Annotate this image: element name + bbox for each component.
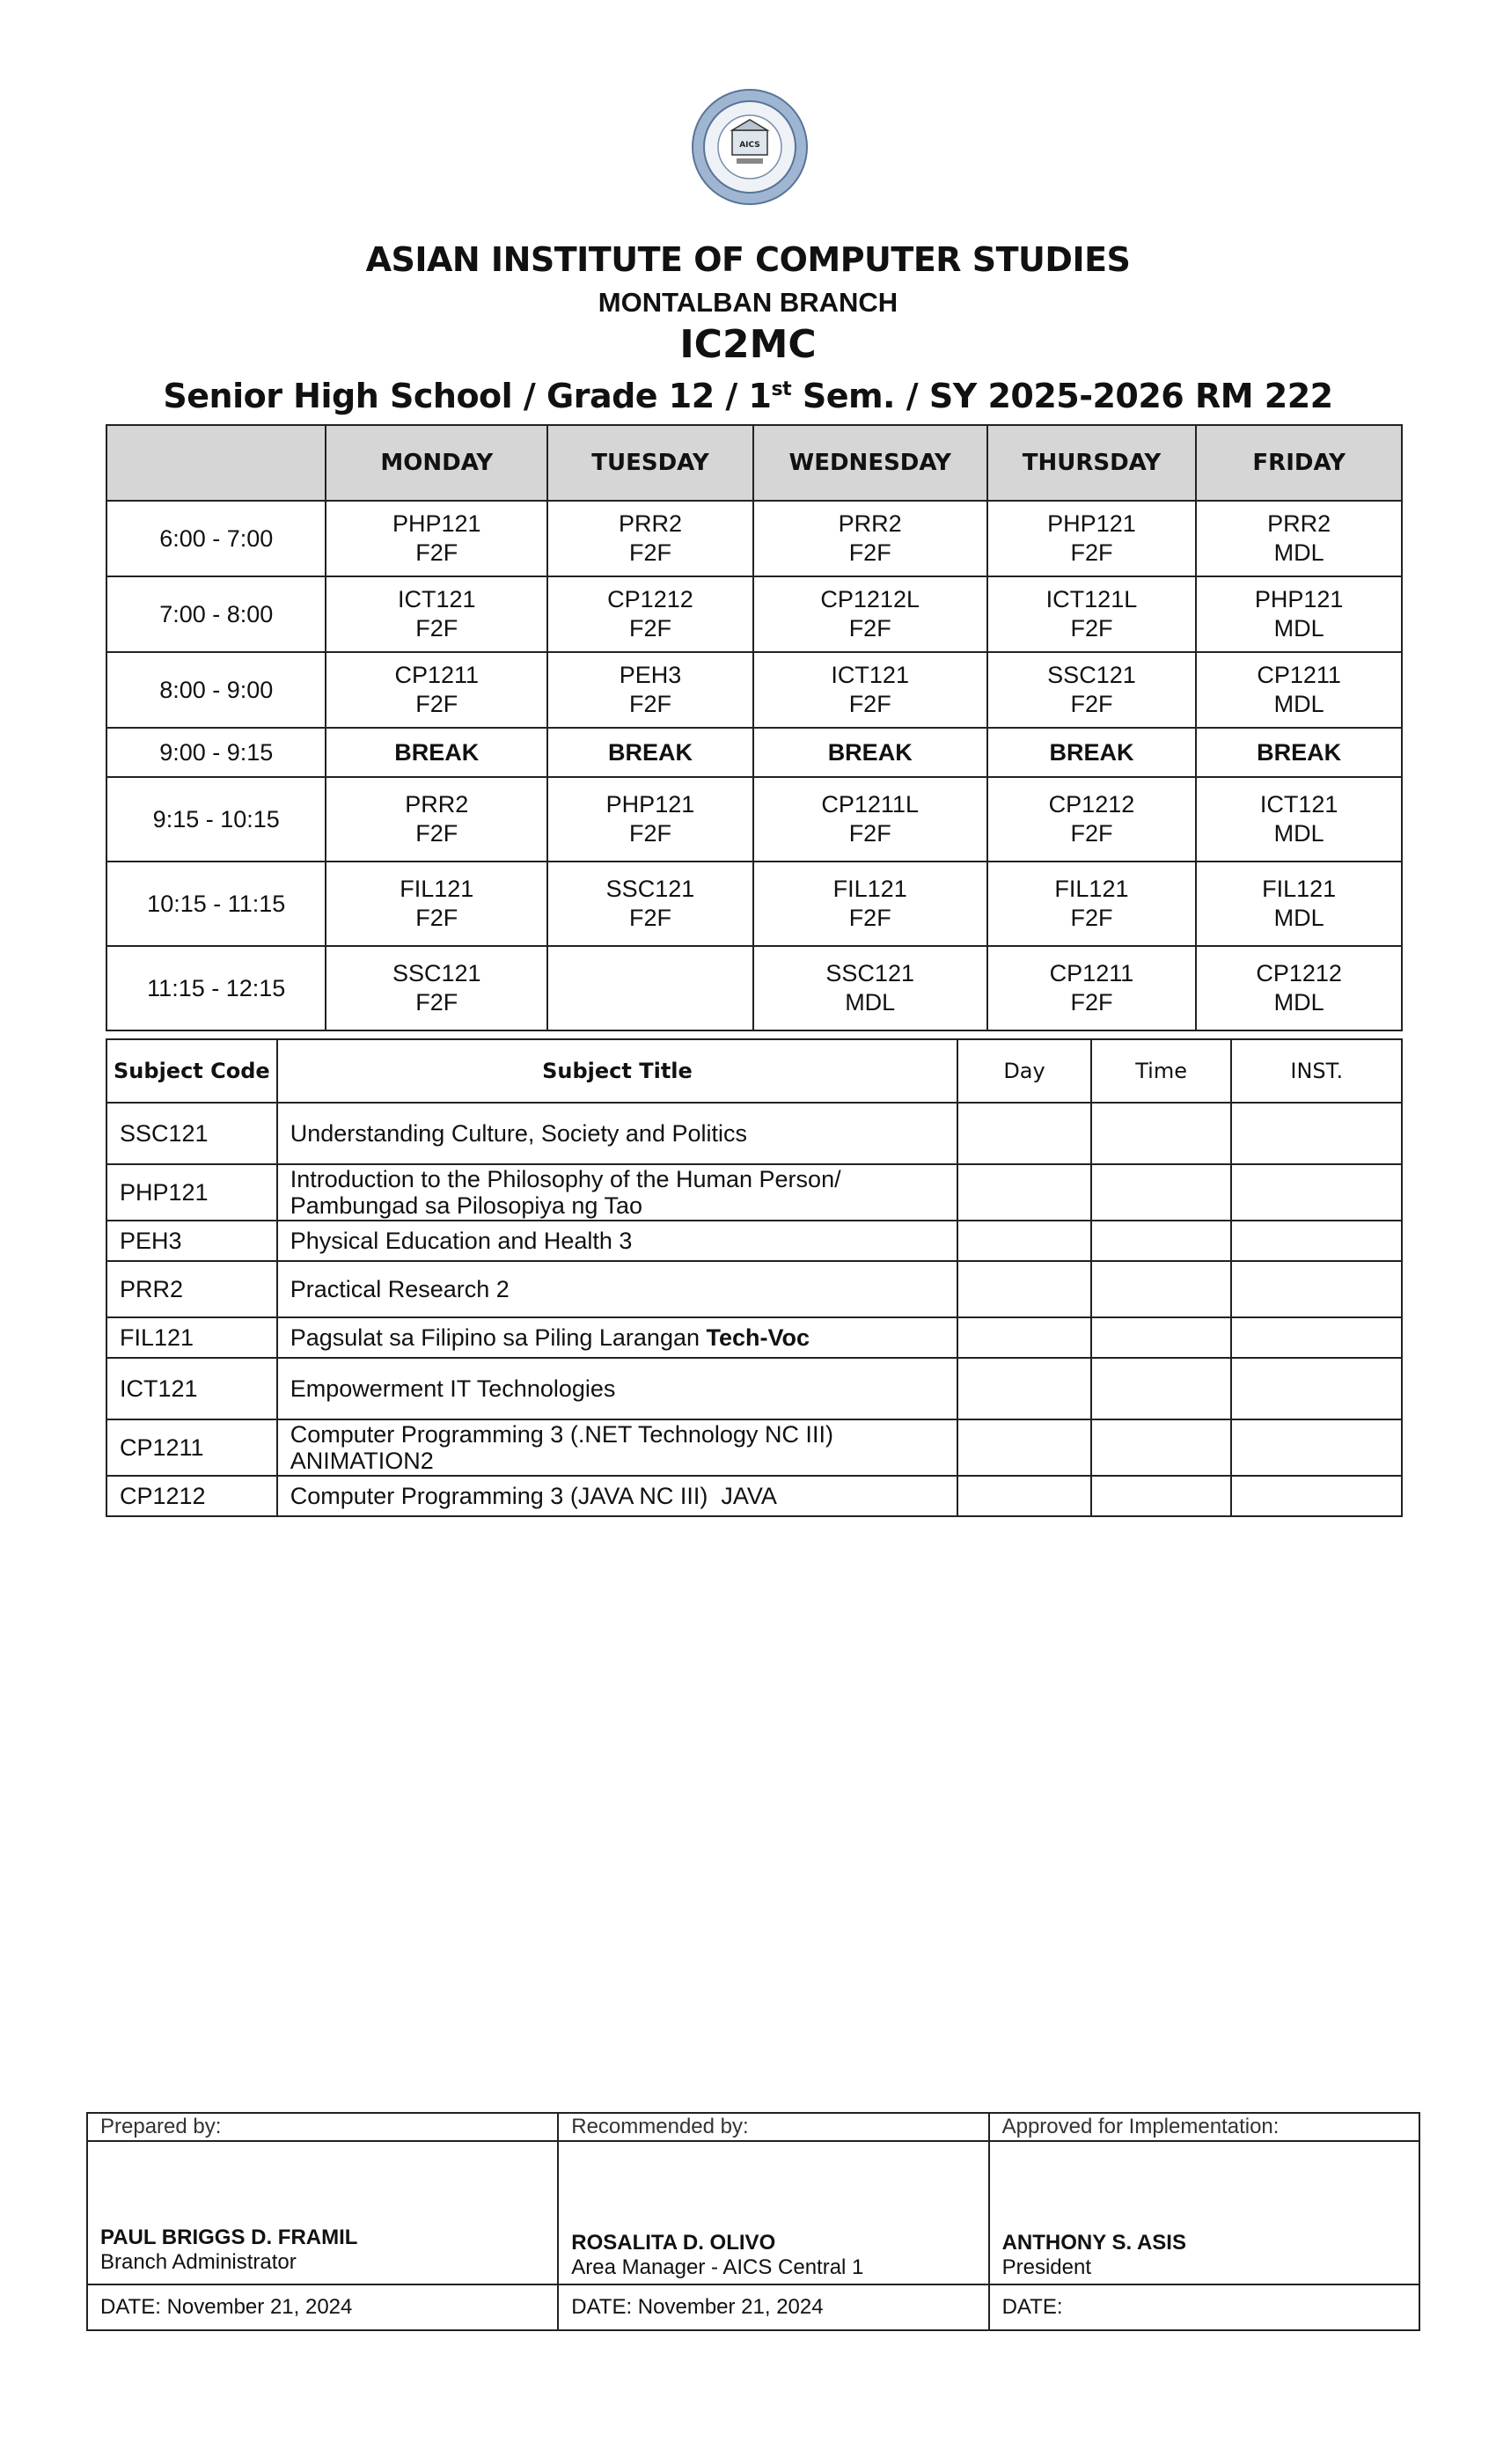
day-cell bbox=[957, 1358, 1091, 1419]
subject-code: CP1212 bbox=[1048, 791, 1135, 818]
time-slot: 11:15 - 12:15 bbox=[106, 946, 326, 1030]
schedule-cell bbox=[1196, 576, 1402, 652]
subject-code: CP1212L bbox=[820, 586, 920, 612]
approved-date: DATE: bbox=[989, 2284, 1419, 2330]
subject-code: ICT121 bbox=[831, 662, 909, 688]
schedule-cell bbox=[326, 501, 547, 576]
instructor-header: INST. bbox=[1231, 1039, 1402, 1103]
approved-by-label: Approved for Implementation: bbox=[989, 2113, 1419, 2141]
subject-code: PRR2 bbox=[405, 791, 469, 818]
subject-code: FIL121 bbox=[106, 1317, 277, 1358]
day-cell bbox=[957, 1317, 1091, 1358]
delivery-mode: F2F bbox=[1070, 905, 1113, 931]
subject-code: PEH3 bbox=[106, 1221, 277, 1261]
subject-title-line: Empowerment IT Technologies bbox=[290, 1375, 616, 1402]
subject-code: PRR2 bbox=[838, 510, 902, 537]
schedule-cell bbox=[987, 862, 1197, 946]
schedule-cell bbox=[547, 946, 753, 1030]
subject-code: BREAK bbox=[827, 738, 913, 766]
delivery-mode: F2F bbox=[848, 615, 891, 642]
subject-title bbox=[277, 1261, 958, 1317]
schedule-row bbox=[106, 576, 1402, 652]
signatory-role: Branch Administrator bbox=[100, 2250, 297, 2274]
instructor-cell bbox=[1231, 1476, 1402, 1516]
institution-name: ASIAN INSTITUTE OF COMPUTER STUDIES bbox=[365, 240, 1131, 279]
schedule-cell bbox=[326, 946, 547, 1030]
subject-code: ICT121 bbox=[1259, 791, 1338, 818]
schedule-cell bbox=[1196, 777, 1402, 862]
subject-title bbox=[277, 1103, 958, 1164]
subject-row bbox=[106, 1358, 1402, 1419]
schedule-row bbox=[106, 501, 1402, 576]
schedule-row bbox=[106, 946, 1402, 1030]
prepared-by-label: Prepared by: bbox=[87, 2113, 558, 2141]
schedule-cell bbox=[753, 862, 987, 946]
schedule-cell bbox=[753, 946, 987, 1030]
schedule-cell bbox=[547, 862, 753, 946]
approved-by-signatory bbox=[989, 2141, 1419, 2284]
delivery-mode: F2F bbox=[1070, 820, 1113, 847]
time-cell bbox=[1091, 1419, 1232, 1476]
delivery-mode: F2F bbox=[1070, 615, 1113, 642]
subject-code: FIL121 bbox=[832, 876, 907, 902]
schedule-cell bbox=[987, 946, 1197, 1030]
subject-title-line: Computer Programming 3 (.NET Technology NC III) bbox=[290, 1421, 833, 1448]
day-cell bbox=[957, 1419, 1091, 1476]
delivery-mode: F2F bbox=[628, 691, 671, 717]
delivery-mode: F2F bbox=[628, 539, 671, 566]
delivery-mode: F2F bbox=[415, 615, 458, 642]
time-slot: 7:00 - 8:00 bbox=[106, 576, 326, 652]
subject-code: CP1212 bbox=[607, 586, 693, 612]
delivery-mode: F2F bbox=[848, 905, 891, 931]
delivery-mode: F2F bbox=[415, 989, 458, 1016]
signatory-role: President bbox=[1001, 2255, 1091, 2279]
signature-table bbox=[86, 2112, 1420, 2331]
instructor-cell bbox=[1231, 1164, 1402, 1221]
subject-title-line: Practical Research 2 bbox=[290, 1276, 510, 1302]
schedule-cell bbox=[753, 501, 987, 576]
subject-code: SSC121 bbox=[1047, 662, 1136, 688]
schedule-cell bbox=[547, 777, 753, 862]
delivery-mode: MDL bbox=[1273, 691, 1324, 717]
subject-code: CP1211L bbox=[821, 791, 919, 818]
schedule-row bbox=[106, 652, 1402, 728]
time-slot: 8:00 - 9:00 bbox=[106, 652, 326, 728]
schedule-cell bbox=[547, 728, 753, 777]
schedule-cell bbox=[987, 777, 1197, 862]
day-cell bbox=[957, 1103, 1091, 1164]
subject-code: PHP121 bbox=[106, 1164, 277, 1221]
subject-row bbox=[106, 1103, 1402, 1164]
delivery-mode: F2F bbox=[1070, 539, 1113, 566]
delivery-mode: F2F bbox=[628, 905, 671, 931]
subject-code: PRR2 bbox=[106, 1261, 277, 1317]
day-header: THURSDAY bbox=[987, 425, 1197, 501]
day-cell bbox=[957, 1476, 1091, 1516]
subject-title-header: Subject Title bbox=[277, 1039, 958, 1103]
time-slot: 9:15 - 10:15 bbox=[106, 777, 326, 862]
schedule-cell bbox=[987, 576, 1197, 652]
subject-title-line: Introduction to the Philosophy of the Human Person/ bbox=[290, 1166, 841, 1192]
subject-title-line: Computer Programming 3 (JAVA NC III) JAVA bbox=[290, 1483, 777, 1509]
subject-code: CP1211 bbox=[1257, 662, 1341, 688]
instructor-cell bbox=[1231, 1419, 1402, 1476]
subjects-header-row bbox=[106, 1039, 1402, 1103]
recommended-by-label: Recommended by: bbox=[558, 2113, 988, 2141]
subject-title-line: Understanding Culture, Society and Politics bbox=[290, 1120, 747, 1147]
subject-code: PEH3 bbox=[619, 662, 682, 688]
day-cell bbox=[957, 1164, 1091, 1221]
schedule-header-row bbox=[106, 425, 1402, 501]
subject-title bbox=[277, 1476, 958, 1516]
delivery-mode: F2F bbox=[1070, 989, 1113, 1016]
instructor-cell bbox=[1231, 1317, 1402, 1358]
prepared-by-signatory bbox=[87, 2141, 558, 2284]
subject-code: PHP121 bbox=[1254, 586, 1344, 612]
subject-code: BREAK bbox=[607, 738, 693, 766]
schedule-cell bbox=[1196, 862, 1402, 946]
schedule-cell bbox=[547, 501, 753, 576]
subject-code: FIL121 bbox=[1262, 876, 1337, 902]
subject-title bbox=[277, 1419, 958, 1476]
time-cell bbox=[1091, 1221, 1232, 1261]
delivery-mode: F2F bbox=[848, 539, 891, 566]
delivery-mode: F2F bbox=[628, 820, 671, 847]
schedule-cell bbox=[326, 777, 547, 862]
subject-code: PRR2 bbox=[618, 510, 682, 537]
instructor-cell bbox=[1231, 1103, 1402, 1164]
delivery-mode: MDL bbox=[1273, 539, 1324, 566]
delivery-mode: F2F bbox=[415, 820, 458, 847]
delivery-mode: MDL bbox=[1273, 615, 1324, 642]
day-header: TUESDAY bbox=[547, 425, 753, 501]
subject-row bbox=[106, 1419, 1402, 1476]
day-cell bbox=[957, 1261, 1091, 1317]
subject-row bbox=[106, 1317, 1402, 1358]
subject-code-header: Subject Code bbox=[106, 1039, 277, 1103]
subject-code: ICT121 bbox=[398, 586, 476, 612]
schedule-cell bbox=[547, 576, 753, 652]
subject-code: ICT121 bbox=[106, 1358, 277, 1419]
schedule-row bbox=[106, 777, 1402, 862]
day-header: WEDNESDAY bbox=[753, 425, 987, 501]
schedule-cell bbox=[1196, 501, 1402, 576]
subject-code: SSC121 bbox=[825, 960, 914, 986]
signatory-name: PAUL BRIGGS D. FRAMIL bbox=[100, 2226, 358, 2249]
delivery-mode: MDL bbox=[845, 989, 896, 1016]
signature-label-row bbox=[87, 2113, 1419, 2141]
subject-code: BREAK bbox=[394, 738, 480, 766]
delivery-mode: F2F bbox=[415, 905, 458, 931]
subject-title-line: Pagsulat sa Filipino sa Piling Larangan bbox=[290, 1324, 707, 1351]
subject-code: BREAK bbox=[1049, 738, 1134, 766]
subjects-table bbox=[106, 1038, 1403, 1517]
signatory-name: ROSALITA D. OLIVO bbox=[571, 2231, 776, 2255]
subject-code: CP1212 bbox=[106, 1476, 277, 1516]
delivery-mode: MDL bbox=[1273, 820, 1324, 847]
subject-code: SSC121 bbox=[106, 1103, 277, 1164]
time-slot: 9:00 - 9:15 bbox=[106, 728, 326, 777]
subject-code: CP1211 bbox=[106, 1419, 277, 1476]
schedule-cell bbox=[753, 777, 987, 862]
time-cell bbox=[1091, 1317, 1232, 1358]
signatory-role: Area Manager - AICS Central 1 bbox=[571, 2255, 864, 2279]
schedule-cell bbox=[326, 728, 547, 777]
schedule-cell bbox=[753, 576, 987, 652]
schedule-cell bbox=[987, 728, 1197, 777]
prepared-date: DATE: November 21, 2024 bbox=[87, 2284, 558, 2330]
schedule-cell bbox=[1196, 946, 1402, 1030]
subject-code: FIL121 bbox=[1054, 876, 1129, 902]
subject-code: FIL121 bbox=[400, 876, 474, 902]
subject-code: CP1211 bbox=[394, 662, 480, 688]
schedule-cell bbox=[1196, 652, 1402, 728]
day-header: FRIDAY bbox=[1196, 425, 1402, 501]
subject-code: SSC121 bbox=[605, 876, 695, 902]
instructor-cell bbox=[1231, 1221, 1402, 1261]
subject-code: PHP121 bbox=[605, 791, 695, 818]
subject-code: BREAK bbox=[1257, 738, 1342, 766]
schedule-cell bbox=[1196, 728, 1402, 777]
schedule-cell bbox=[326, 652, 547, 728]
subject-code: CP1212 bbox=[1256, 960, 1342, 986]
time-header: Time bbox=[1091, 1039, 1232, 1103]
signature-date-row bbox=[87, 2284, 1419, 2330]
delivery-mode: F2F bbox=[848, 691, 891, 717]
schedule-cell bbox=[753, 728, 987, 777]
subject-row bbox=[106, 1261, 1402, 1317]
time-slot: 10:15 - 11:15 bbox=[106, 862, 326, 946]
time-cell bbox=[1091, 1358, 1232, 1419]
delivery-mode: MDL bbox=[1273, 989, 1324, 1016]
instructor-cell bbox=[1231, 1358, 1402, 1419]
recommended-date: DATE: November 21, 2024 bbox=[558, 2284, 988, 2330]
school-seal-logo bbox=[691, 88, 809, 206]
branch-name: MONTALBAN BRANCH bbox=[598, 287, 898, 318]
section-code: IC2MC bbox=[679, 322, 817, 367]
semester-line: Senior High School / Grade 12 / 1st Sem. / SY 2025-2026 RM 222 bbox=[163, 377, 1333, 415]
day-header: Day bbox=[957, 1039, 1091, 1103]
day-header: MONDAY bbox=[326, 425, 547, 501]
subject-code: PRR2 bbox=[1267, 510, 1331, 537]
subject-code: SSC121 bbox=[392, 960, 481, 986]
time-slot: 6:00 - 7:00 bbox=[106, 501, 326, 576]
time-cell bbox=[1091, 1261, 1232, 1317]
schedule-cell bbox=[547, 652, 753, 728]
class-schedule-table bbox=[106, 424, 1403, 1031]
signature-name-row bbox=[87, 2141, 1419, 2284]
delivery-mode: F2F bbox=[628, 615, 671, 642]
subject-title-line: ANIMATION2 bbox=[290, 1448, 434, 1474]
subject-code: ICT121L bbox=[1045, 586, 1138, 612]
schedule-cell bbox=[326, 862, 547, 946]
delivery-mode: F2F bbox=[848, 820, 891, 847]
time-header-cell bbox=[106, 425, 326, 501]
subject-track-label: Tech-Voc bbox=[706, 1324, 810, 1351]
schedule-cell bbox=[753, 652, 987, 728]
subject-row bbox=[106, 1476, 1402, 1516]
subject-row bbox=[106, 1221, 1402, 1261]
delivery-mode: F2F bbox=[415, 691, 458, 717]
time-cell bbox=[1091, 1103, 1232, 1164]
subject-title bbox=[277, 1221, 958, 1261]
schedule-cell bbox=[987, 501, 1197, 576]
subject-code: CP1211 bbox=[1049, 960, 1134, 986]
delivery-mode: MDL bbox=[1273, 905, 1324, 931]
delivery-mode: F2F bbox=[415, 539, 458, 566]
subject-title bbox=[277, 1164, 958, 1221]
delivery-mode: F2F bbox=[1070, 691, 1113, 717]
schedule-cell bbox=[326, 576, 547, 652]
subject-code: PHP121 bbox=[392, 510, 481, 537]
time-cell bbox=[1091, 1476, 1232, 1516]
schedule-row bbox=[106, 862, 1402, 946]
subject-row bbox=[106, 1164, 1402, 1221]
subject-code: PHP121 bbox=[1047, 510, 1136, 537]
recommended-by-signatory bbox=[558, 2141, 988, 2284]
break-row bbox=[106, 728, 1402, 777]
subject-title-line: Pambungad sa Pilosopiya ng Tao bbox=[290, 1192, 642, 1219]
signatory-name: ANTHONY S. ASIS bbox=[1001, 2231, 1186, 2255]
day-cell bbox=[957, 1221, 1091, 1261]
subject-title-line: Physical Education and Health 3 bbox=[290, 1228, 633, 1254]
svg-text:AICS: AICS bbox=[739, 141, 760, 150]
subject-title bbox=[277, 1358, 958, 1419]
schedule-cell bbox=[987, 652, 1197, 728]
time-cell bbox=[1091, 1164, 1232, 1221]
instructor-cell bbox=[1231, 1261, 1402, 1317]
subject-title bbox=[277, 1317, 958, 1358]
